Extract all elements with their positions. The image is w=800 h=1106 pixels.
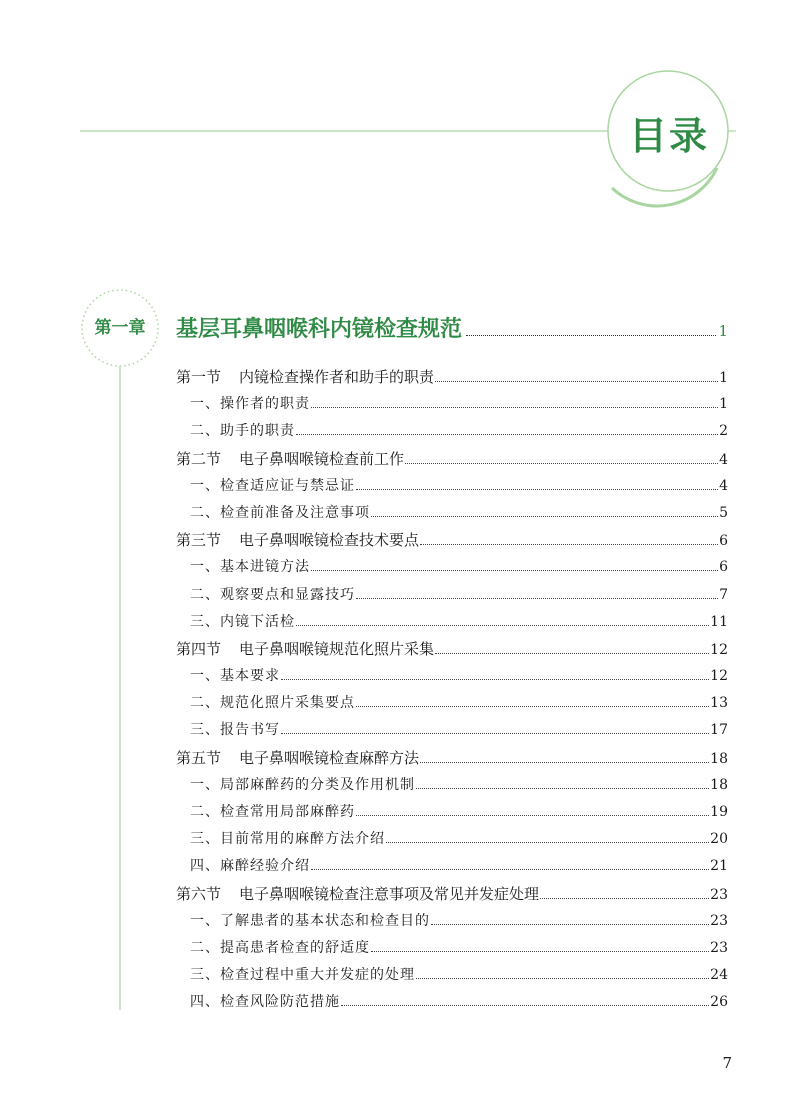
- entry-page: 1: [719, 370, 728, 386]
- entry-page: 5: [719, 504, 728, 521]
- dot-leader: [540, 898, 709, 899]
- entry-title: 三、目前常用的麻醉方法介绍: [190, 831, 385, 848]
- entry-title: 三、检查过程中重大并发症的处理: [190, 967, 415, 984]
- entry-title: 四、麻醉经验介绍: [190, 858, 310, 875]
- section-number: 第四节: [176, 639, 222, 658]
- toc-section-entry[interactable]: [176, 747, 728, 774]
- chapter-label: 第一章: [94, 318, 146, 338]
- entry-title: 二、检查前准备及注意事项: [190, 504, 370, 521]
- section-number: 第二节: [176, 449, 222, 468]
- entry-page: 23: [710, 939, 728, 956]
- entry-page: 6: [719, 533, 728, 550]
- entry-title: 二、检查常用局部麻醉药: [190, 804, 355, 820]
- dot-leader: [416, 978, 709, 979]
- entry-page: 17: [710, 722, 728, 739]
- dot-leader: [356, 489, 718, 490]
- toc-subsection-entry[interactable]: [176, 855, 728, 882]
- dot-leader: [431, 924, 709, 925]
- entry-page: 11: [710, 613, 728, 630]
- entry-page: 12: [710, 668, 728, 685]
- title-circle-arc: [612, 168, 717, 206]
- entry-page: 2: [719, 423, 728, 440]
- dot-leader: [435, 381, 718, 382]
- entry-page: 18: [710, 750, 728, 767]
- entry-title: 三、内镜下活检: [190, 613, 295, 630]
- entry-title: 二、规范化照片采集要点: [190, 695, 355, 712]
- entry-title: 一、检查适应证与禁忌证: [190, 477, 355, 494]
- toc-section-entry[interactable]: [176, 366, 728, 393]
- chapter-title: 基层耳鼻咽喉科内镜检查规范: [176, 317, 463, 342]
- dot-leader: [281, 733, 709, 734]
- entry-title: 一、基本进镜方法: [190, 559, 310, 576]
- dot-leader: [466, 335, 716, 336]
- dot-leader: [371, 951, 709, 952]
- entry-title: 二、提高患者检查的舒适度: [190, 939, 370, 956]
- toc-section-entry[interactable]: [176, 638, 728, 665]
- entry-title: 电子鼻咽喉镜检查前工作: [239, 449, 405, 468]
- toc-subsection-entry[interactable]: [176, 774, 728, 801]
- toc-section-entry[interactable]: [176, 883, 728, 910]
- entry-title: 电子鼻咽喉镜规范化照片采集: [239, 639, 435, 658]
- toc-section-entry[interactable]: [176, 448, 728, 475]
- toc-subsection-entry[interactable]: [176, 964, 728, 991]
- entry-title: 电子鼻咽喉镜检查技术要点: [239, 531, 420, 550]
- section-number: 第五节: [176, 748, 222, 767]
- toc-subsection-entry[interactable]: [176, 420, 728, 447]
- section-number: 第三节: [176, 531, 222, 550]
- dot-leader: [296, 625, 709, 626]
- section-number: 第一节: [176, 368, 222, 386]
- dot-leader: [296, 434, 718, 435]
- entry-title: 电子鼻咽喉镜检查注意事项及常见并发症处理: [239, 884, 540, 903]
- entry-title: 一、基本要求: [190, 668, 280, 685]
- entry-title: 四、检查风险防范措施: [190, 994, 340, 1011]
- entry-page: 13: [710, 695, 728, 712]
- toc-subsection-entry[interactable]: [176, 475, 728, 502]
- dot-leader: [311, 869, 709, 870]
- toc-subsection-entry[interactable]: [176, 692, 728, 719]
- dot-leader: [356, 598, 718, 599]
- entry-page: 18: [710, 776, 728, 793]
- entry-page: 6: [719, 559, 728, 576]
- toc-subsection-entry[interactable]: [176, 801, 728, 828]
- entry-page: 12: [710, 641, 728, 658]
- toc-subsection-entry[interactable]: [176, 719, 728, 746]
- dot-leader: [311, 407, 718, 408]
- toc-section-entry[interactable]: [176, 529, 728, 556]
- toc-subsection-entry[interactable]: [176, 991, 728, 1018]
- section-number: 第六节: [176, 884, 222, 903]
- toc-subsection-entry[interactable]: [176, 502, 728, 529]
- dot-leader: [356, 815, 709, 816]
- entry-page: 23: [710, 886, 728, 903]
- toc-subsection-entry[interactable]: [176, 556, 728, 583]
- entry-page: 24: [710, 967, 728, 984]
- entry-page: 23: [710, 912, 728, 929]
- entry-page: 20: [710, 831, 728, 848]
- entry-title: 一、了解患者的基本状态和检查目的: [190, 912, 430, 929]
- chapter-heading[interactable]: [176, 312, 728, 346]
- toc-subsection-entry[interactable]: [176, 393, 728, 420]
- entry-title: 电子鼻咽喉镜检查麻醉方法: [239, 748, 420, 767]
- entry-page: 4: [719, 451, 728, 468]
- dot-leader: [435, 653, 709, 654]
- entry-page: 21: [710, 858, 728, 875]
- dot-leader: [416, 788, 709, 789]
- dot-leader: [386, 842, 709, 843]
- page-title: 目录: [628, 114, 709, 158]
- dot-leader: [281, 679, 709, 680]
- dot-leader: [341, 1005, 709, 1006]
- toc-subsection-entry[interactable]: [176, 937, 728, 964]
- entry-title: 一、局部麻醉药的分类及作用机制: [190, 776, 415, 793]
- entry-page: 4: [719, 477, 728, 494]
- dot-leader: [371, 516, 718, 517]
- dot-leader: [311, 570, 718, 571]
- toc-subsection-entry[interactable]: [176, 584, 728, 611]
- toc-subsection-entry[interactable]: [176, 910, 728, 937]
- entry-page: 7: [719, 586, 728, 603]
- toc-subsection-entry[interactable]: [176, 665, 728, 692]
- dot-leader: [356, 706, 709, 707]
- dot-leader: [420, 544, 718, 545]
- entry-page: 1: [719, 396, 728, 413]
- dot-leader: [420, 762, 709, 763]
- dot-leader: [405, 463, 718, 464]
- page-number: 7: [722, 1054, 732, 1072]
- entry-title: 三、报告书写: [190, 722, 280, 739]
- entry-title: 一、操作者的职责: [190, 396, 310, 413]
- entry-page: 19: [710, 804, 728, 820]
- toc-subsection-entry[interactable]: [176, 828, 728, 855]
- entry-title: 内镜检查操作者和助手的职责: [239, 368, 435, 386]
- chapter-page: 1: [718, 322, 728, 340]
- entry-title: 二、助手的职责: [190, 423, 295, 440]
- toc-list: [176, 366, 728, 1019]
- entry-page: 26: [710, 994, 728, 1011]
- toc-subsection-entry[interactable]: [176, 611, 728, 638]
- entry-title: 二、观察要点和显露技巧: [190, 586, 355, 603]
